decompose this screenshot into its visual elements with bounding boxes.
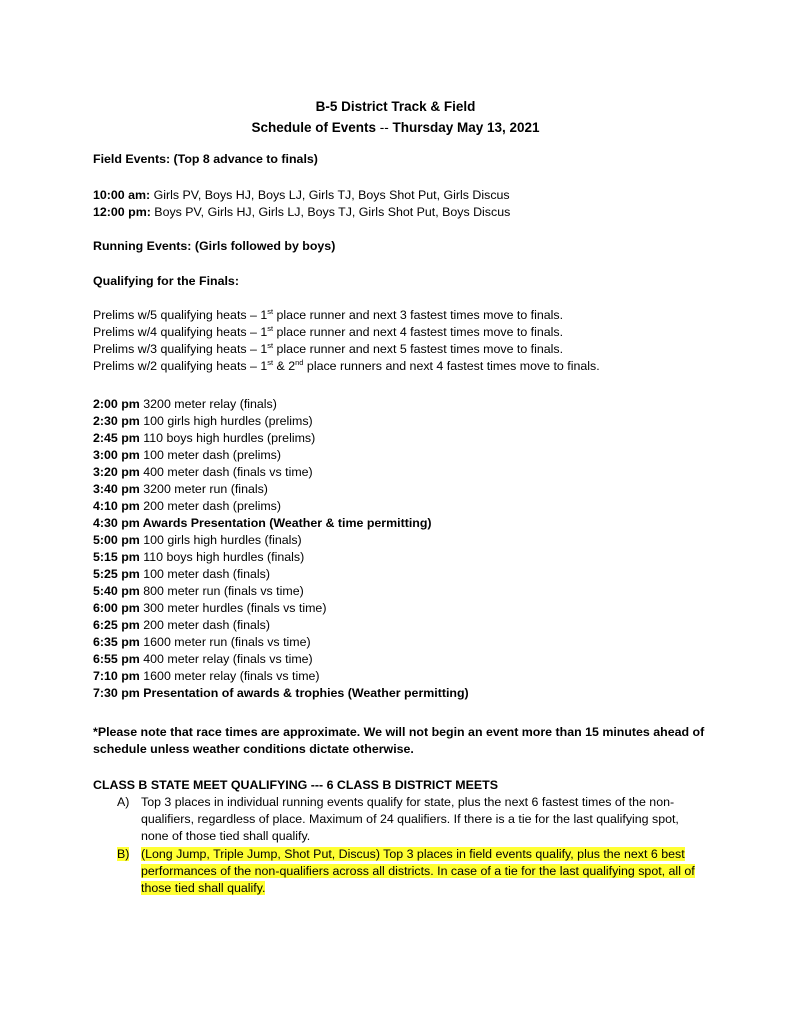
schedule-row-awards: 4:30 pm Awards Presentation (Weather & time permitting): [93, 516, 432, 530]
schedule-row: 6:00 pm 300 meter hurdles (finals vs time): [93, 601, 327, 615]
list-marker: A): [117, 795, 130, 809]
prelims-rule: Prelims w/3 qualifying heats – 1st place runner and next 5 fastest times move to finals.: [93, 340, 564, 356]
schedule-row: 6:55 pm 400 meter relay (finals vs time): [93, 652, 313, 666]
prelims-rule: Prelims w/4 qualifying heats – 1st place runner and next 4 fastest times move to finals.: [93, 323, 564, 339]
schedule-row: 3:00 pm 100 meter dash (prelims): [93, 448, 281, 462]
list-marker: [117, 846, 139, 863]
schedule-row: 2:45 pm 110 boys high hurdles (prelims): [93, 431, 316, 445]
field-row: 12:00 pm: Boys PV, Girls HJ, Girls LJ, Boys TJ, Girls Shot Put, Boys Discus: [93, 205, 511, 219]
list-item-text: Top 3 places in individual running events qualify for state, plus the next 6 fastest times of the non-qualifiers, regardless of place. Maximum of 24 qualifiers. If there is a tie for the last qualifying spot, none of those tied shall qualify.: [141, 795, 679, 843]
subtitle-dash: --: [375, 120, 393, 135]
schedule-row: 5:00 pm 100 girls high hurdles (finals): [93, 533, 302, 547]
schedule-row: 5:15 pm 110 boys high hurdles (finals): [93, 550, 305, 564]
running-schedule: [93, 396, 713, 702]
qualifying-heading: Qualifying for the Finals:: [93, 274, 239, 288]
list-item-text-highlighted: [141, 846, 697, 897]
schedule-row: 6:35 pm 1600 meter run (finals vs time): [93, 635, 311, 649]
prelims-rules: [93, 307, 713, 375]
highlighted-text: (Long Jump, Triple Jump, Shot Put, Discus) Top 3 places in field events qualify, plus the next 6 best performances of the non-qualifiers across all districts. In case of a tie for the last qualifying spot, all of those tied shall qualify.: [141, 847, 695, 895]
approximate-times-note: *Please note that race times are approximate. We will not begin an event more than 15 minutes ahead of schedule unless weather conditions dictate otherwise.: [93, 725, 705, 756]
schedule-row: 3:20 pm 400 meter dash (finals vs time): [93, 465, 313, 479]
list-item-a: [117, 794, 697, 845]
running-events-heading: Running Events: (Girls followed by boys): [93, 239, 336, 253]
schedule-row: 3:40 pm 3200 meter run (finals): [93, 482, 268, 496]
list-item-b: [117, 846, 697, 897]
prelims-rule: Prelims w/2 qualifying heats – 1st & 2nd place runners and next 4 fastest times move to finals.: [93, 357, 600, 373]
field-row: 10:00 am: Girls PV, Boys HJ, Boys LJ, Girls TJ, Boys Shot Put, Girls Discus: [93, 188, 510, 202]
page-subtitle: [0, 117, 791, 138]
subtitle-label: Schedule of Events: [251, 120, 376, 135]
class-b-heading: CLASS B STATE MEET QUALIFYING --- 6 CLASS B DISTRICT MEETS: [93, 778, 498, 792]
schedule-row: 2:00 pm 3200 meter relay (finals): [93, 397, 277, 411]
page-title: B-5 District Track & Field: [315, 99, 476, 114]
highlighted-marker: B): [117, 847, 130, 861]
schedule-row: 5:40 pm 800 meter run (finals vs time): [93, 584, 304, 598]
schedule-row-trophies: 7:30 pm Presentation of awards & trophies (Weather permitting): [93, 686, 469, 700]
subtitle-date: Thursday May 13, 2021: [392, 120, 540, 135]
schedule-row: 2:30 pm 100 girls high hurdles (prelims): [93, 414, 313, 428]
field-events-heading: Field Events: (Top 8 advance to finals): [93, 152, 318, 166]
schedule-row: 4:10 pm 200 meter dash (prelims): [93, 499, 281, 513]
schedule-row: 7:10 pm 1600 meter relay (finals vs time): [93, 669, 320, 683]
schedule-row: 5:25 pm 100 meter dash (finals): [93, 567, 270, 581]
schedule-row: 6:25 pm 200 meter dash (finals): [93, 618, 270, 632]
field-events-schedule: [93, 187, 713, 221]
prelims-rule: Prelims w/5 qualifying heats – 1st place runner and next 3 fastest times move to finals.: [93, 306, 564, 322]
title-block: [0, 96, 791, 138]
